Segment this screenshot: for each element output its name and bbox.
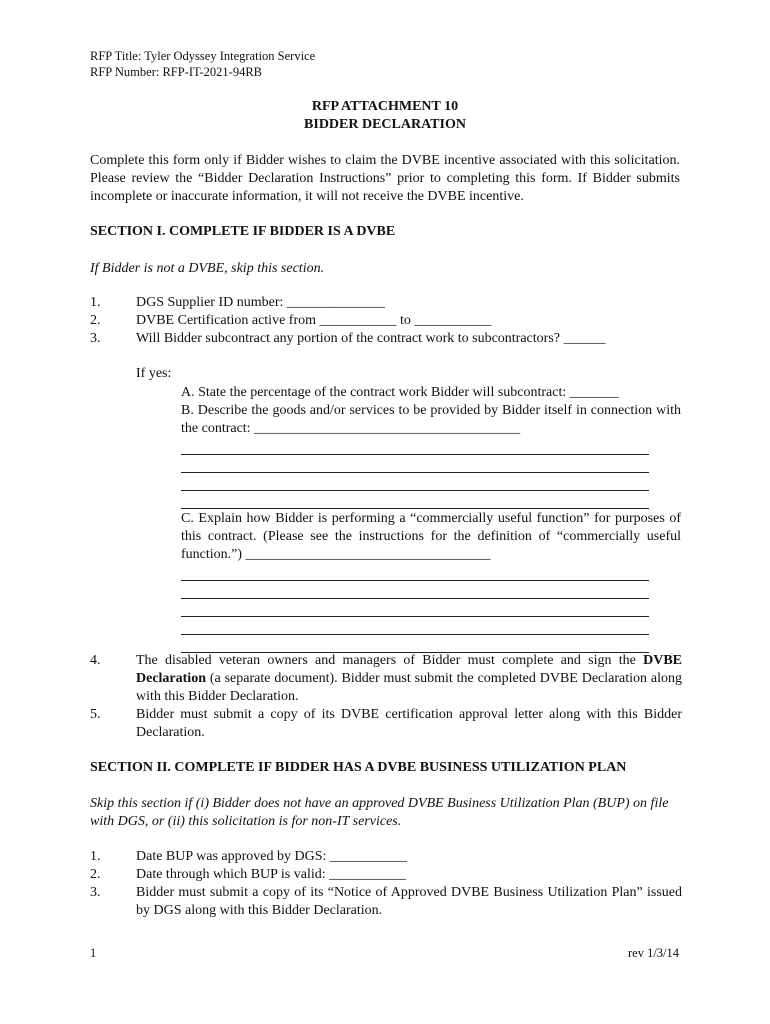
item-number: 3. <box>90 885 101 900</box>
dvbe-declaration-emphasis: DVBE Declaration <box>136 653 682 686</box>
answer-line <box>181 634 649 635</box>
item-number: 1. <box>90 849 101 864</box>
item-text: Bidder must submit a copy of its DVBE certification approval letter along with this Bidder Declaration. <box>136 707 682 740</box>
section1-skip-note: If Bidder is not a DVBE, skip this section. <box>90 261 325 276</box>
sub-item-a: A. State the percentage of the contract work Bidder will subcontract: _______ <box>181 385 619 400</box>
answer-line <box>181 616 649 617</box>
item-text: Date through which BUP is valid: ___________ <box>136 867 407 882</box>
item4-text-end: (a separate document). Bidder must submit the completed DVBE Declaration along with this Bidder Declaration. <box>136 671 682 704</box>
item-number: 1. <box>90 295 101 310</box>
item-number: 2. <box>90 313 101 328</box>
answer-line <box>181 472 649 473</box>
attachment-title: RFP ATTACHMENT 10 <box>311 99 459 114</box>
item-text: DVBE Certification active from ___________ to ___________ <box>136 313 492 328</box>
item-number: 4. <box>90 653 101 668</box>
item-number: 5. <box>90 707 101 722</box>
rfp-number: RFP Number: RFP-IT-2021-94RB <box>90 65 263 79</box>
item-number: 2. <box>90 867 101 882</box>
answer-line <box>181 580 649 581</box>
page-number: 1 <box>90 946 97 960</box>
item-text: Bidder must submit a copy of its “Notice of Approved DVBE Business Utilization Plan” issued by DGS along with this Bidder Declaration. <box>136 885 682 918</box>
section1-heading: SECTION I. COMPLETE IF BIDDER IS A DVBE <box>90 224 396 239</box>
intro-paragraph: Complete this form only if Bidder wishes to claim the DVBE incentive associated with this solicitation. Please review the “Bidder Declaration Instructions” prior to completing this form. If Bidder submits incomplete or inaccurate information, it will not receive the DVBE incentive. <box>90 153 680 204</box>
rfp-header <box>90 48 315 80</box>
answer-line <box>181 490 649 491</box>
rfp-title: RFP Title: Tyler Odyssey Integration Service <box>90 49 316 63</box>
revision-label: rev 1/3/14 <box>628 946 680 960</box>
document-title: BIDDER DECLARATION <box>304 117 466 132</box>
answer-line <box>181 454 649 455</box>
item-text: DGS Supplier ID number: ______________ <box>136 295 385 310</box>
item-text <box>136 652 682 706</box>
answer-line <box>181 598 649 599</box>
item4-text-start: The disabled veteran owners and managers of Bidder must complete and sign the <box>136 653 644 668</box>
if-yes-label: If yes: <box>136 366 172 381</box>
item-text: Will Bidder subcontract any portion of the contract work to subcontractors? ______ <box>136 331 606 346</box>
section2-heading: SECTION II. COMPLETE IF BIDDER HAS A DVBE BUSINESS UTILIZATION PLAN <box>90 760 627 775</box>
item-text: Date BUP was approved by DGS: ___________ <box>136 849 407 864</box>
answer-line <box>181 508 649 509</box>
section2-skip-note: Skip this section if (i) Bidder does not have an approved DVBE Business Utilization Plan (BUP) on file with DGS, or (ii) this solicitation is for non-IT services. <box>90 796 669 829</box>
sub-item-c: C. Explain how Bidder is performing a “commercially useful function” for purposes of this contract. (Please see the instructions for the definition of “commercially useful function.”) ___________________________________ <box>181 511 681 562</box>
sub-item-b: B. Describe the goods and/or services to be provided by Bidder itself in connection with the contract: ______________________________________ <box>181 403 681 436</box>
item-number: 3. <box>90 331 101 346</box>
